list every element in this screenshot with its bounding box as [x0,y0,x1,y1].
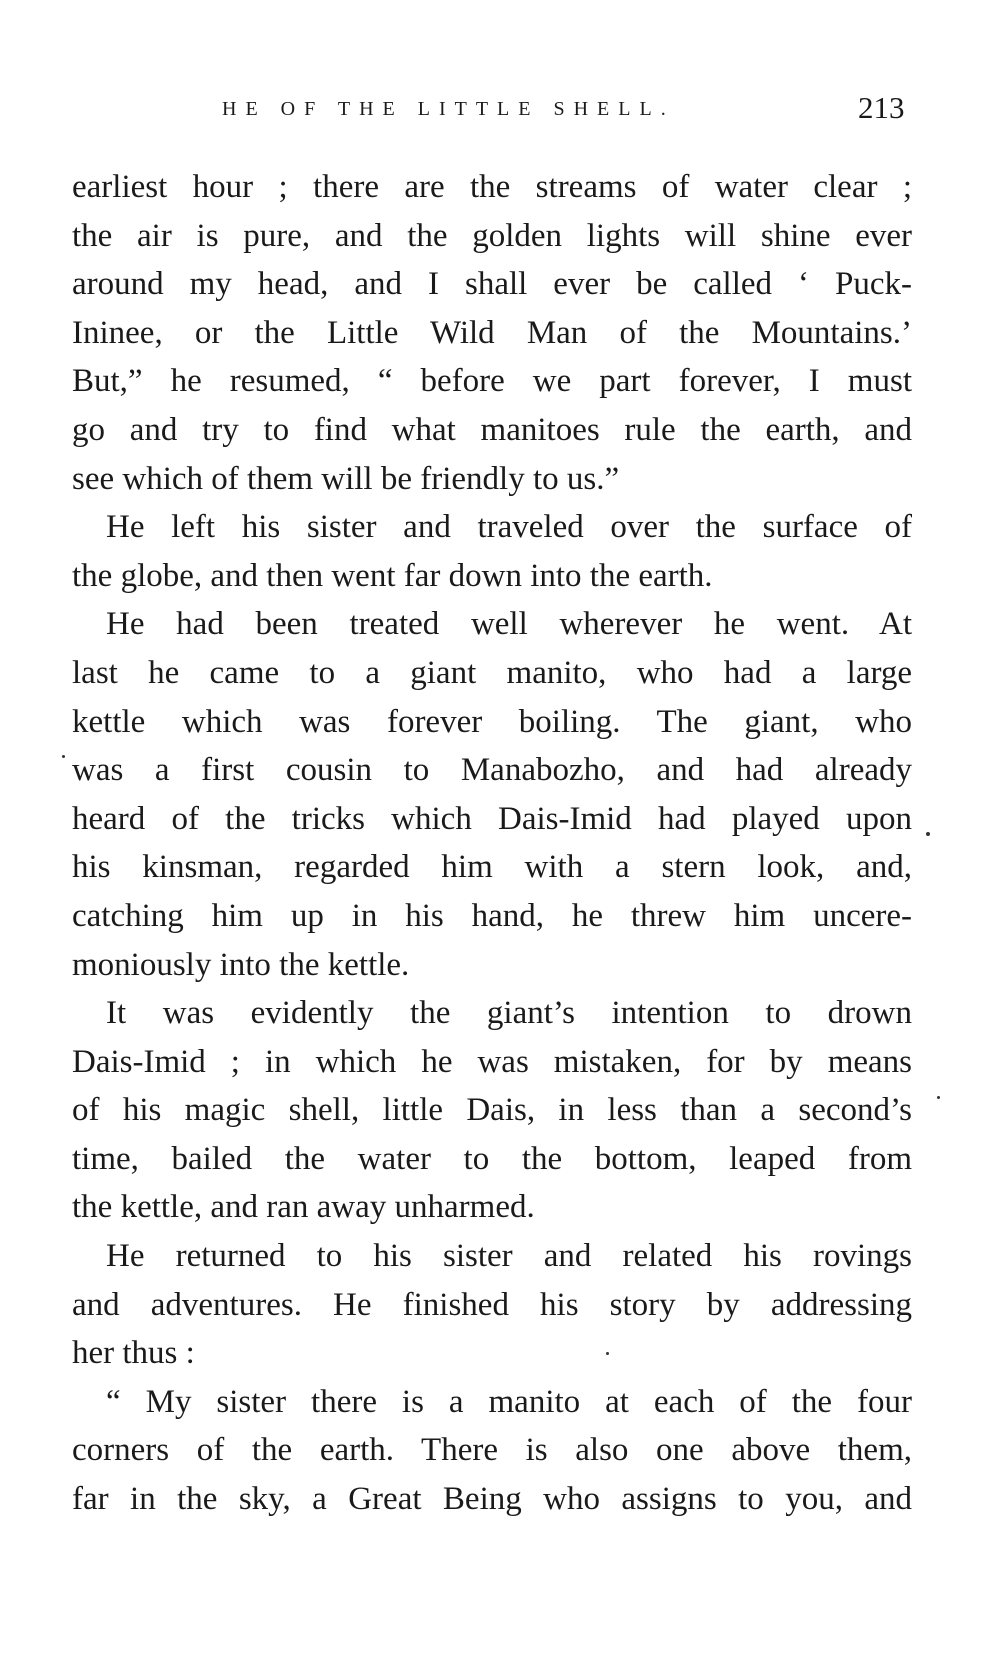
text-line: time, bailed the water to the bottom, leaped from [72,1140,912,1177]
running-head [0,88,1000,128]
text-line: her thus : [72,1335,195,1372]
text-line: heard of the tricks which Dais-Imid had played upon [72,800,912,837]
page-number: 213 [858,90,905,125]
text-line: kettle which was forever boiling. The giant, who [72,703,912,740]
text-line: around my head, and I shall ever be called ‘ Puck- [72,266,912,303]
text-line: catching him up in his hand, he threw him uncere- [72,897,912,934]
paragraph-first-line: “ My sister there is a manito at each of the four [106,1383,912,1420]
text-line: the air is pure, and the golden lights will shine ever [72,217,912,254]
text-line: go and try to find what manitoes rule the earth, and [72,411,912,448]
ink-speck [606,1352,609,1355]
text-line: But,” he resumed, “ before we part forever, I must [72,363,912,400]
text-line: last he came to a giant manito, who had a large [72,654,912,691]
ink-speck [937,1096,940,1099]
ink-speck [926,832,930,836]
paragraph-first-line: He returned to his sister and related his rovings [106,1238,912,1275]
text-line: the kettle, and ran away unharmed. [72,1189,535,1226]
text-line: and adventures. He finished his story by addressing [72,1286,912,1323]
text-line: earliest hour ; there are the streams of water clear ; [72,169,912,205]
paragraph-first-line: It was evidently the giant’s intention to drown [106,995,912,1032]
text-line: see which of them will be friendly to us.” [72,460,620,497]
ink-speck [62,755,65,758]
text-line: Ininee, or the Little Wild Man of the Mountains.’ [72,314,912,351]
text-line: his kinsman, regarded him with a stern look, and, [72,849,912,886]
paragraph-first-line: He left his sister and traveled over the surface of [106,509,912,546]
text-line: far in the sky, a Great Being who assigns to you, and [72,1481,912,1518]
text-line: of his magic shell, little Dais, in less than a second’s [72,1092,912,1129]
text-line: was a first cousin to Manabozho, and had already [72,752,912,789]
text-line: moniously into the kettle. [72,946,410,983]
body-text [72,163,912,1524]
text-line: Dais-Imid ; in which he was mistaken, for by means [72,1043,912,1080]
text-line: corners of the earth. There is also one above them, [72,1432,912,1469]
running-title: HE OF THE LITTLE SHELL. [222,98,675,120]
paragraph-first-line: He had been treated well wherever he went. At [106,606,912,643]
text-line: the globe, and then went far down into the earth. [72,557,713,594]
